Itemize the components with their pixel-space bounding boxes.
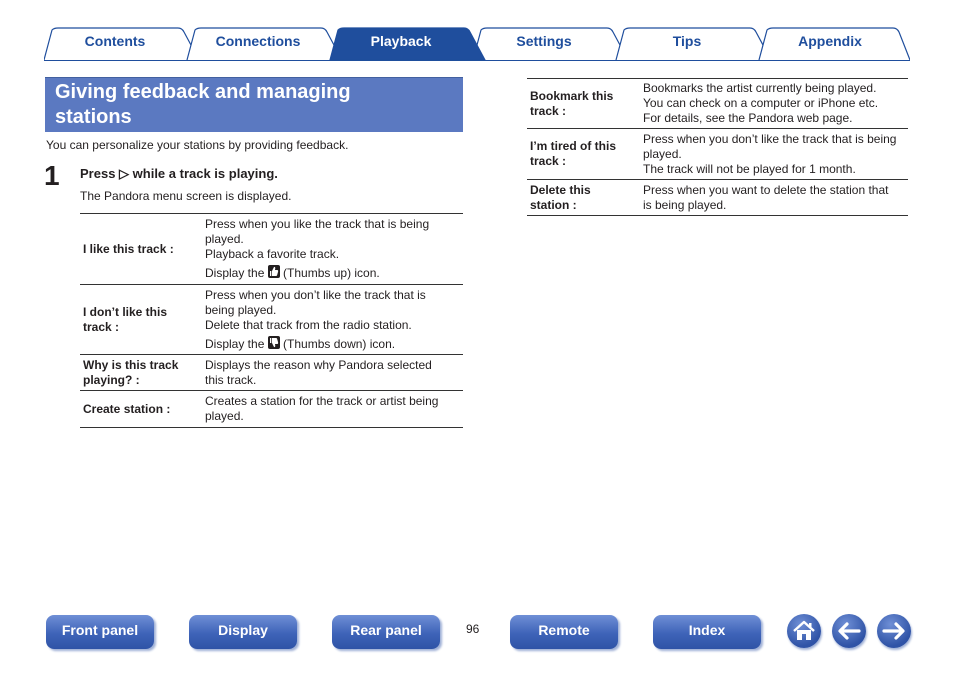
thumbs-up-icon: [268, 265, 280, 278]
row-value: [641, 129, 908, 180]
row-key: [527, 129, 641, 180]
value-line: Press when you don’t like the track that is: [205, 287, 426, 302]
key-text: station :: [530, 197, 577, 212]
remote-button[interactable]: Remote: [510, 615, 618, 649]
icon-text-after: (Thumbs up) icon.: [279, 266, 380, 280]
value-line: [205, 265, 463, 281]
value-line: is being played.: [643, 197, 727, 212]
key-text: track :: [530, 154, 567, 168]
row-key: [80, 355, 203, 391]
page-title: [45, 78, 463, 130]
rear-panel-button[interactable]: Rear panel: [332, 615, 440, 649]
table-row: [80, 285, 463, 355]
table-row: [80, 355, 463, 391]
top-tab-bar: [44, 27, 910, 61]
page-title-line1: Giving feedback and managing: [55, 81, 351, 103]
row-value: [641, 180, 908, 216]
step-text-after: while a track is playing.: [129, 166, 278, 181]
key-text: track :: [530, 103, 567, 118]
value-line: being played.: [205, 302, 277, 317]
key-text: I don’t like this: [83, 304, 168, 319]
index-button[interactable]: Index: [653, 615, 761, 649]
icon-text-before: Display the: [205, 336, 268, 351]
table-row: [527, 79, 908, 129]
value-line: played.: [643, 146, 682, 161]
row-key: [80, 285, 203, 355]
display-button[interactable]: Display: [189, 615, 297, 649]
home-icon: [787, 614, 821, 648]
key-text: playing? :: [83, 372, 140, 387]
tab-appendix[interactable]: Appendix: [798, 33, 862, 49]
value-line: Creates a station for the track or artist being: [205, 394, 439, 408]
key-text: Why is this track: [83, 357, 179, 372]
value-line: For details, see the Pandora web page.: [643, 111, 853, 125]
icon-text-after: (Thumbs down) icon.: [279, 336, 396, 351]
section-title-band: [45, 77, 463, 132]
tab-playback[interactable]: Playback: [370, 33, 432, 49]
table-row: [80, 214, 463, 285]
row-value: [641, 79, 908, 129]
previous-page-button[interactable]: [832, 614, 866, 648]
intro-text: You can personalize your stations by providing feedback.: [46, 138, 349, 152]
value-line: Press when you like the track that is being: [205, 217, 430, 231]
tab-contents[interactable]: Contents: [84, 33, 146, 49]
value-line: Displays the reason why Pandora selected: [205, 357, 432, 372]
tab-tips[interactable]: Tips: [672, 33, 702, 49]
value-line: played.: [205, 409, 244, 423]
feedback-command-table: [80, 213, 463, 428]
value-line: Delete that track from the radio station.: [205, 317, 412, 332]
key-text: I’m tired of this: [530, 139, 617, 153]
key-text: track :: [83, 319, 120, 334]
step-number: 1: [44, 160, 60, 191]
page-number: 96: [466, 622, 480, 636]
row-value: [203, 391, 463, 428]
row-key: [527, 79, 641, 129]
row-key: [80, 214, 203, 285]
arrow-right-icon: [877, 614, 911, 648]
arrow-left-icon: [832, 614, 866, 648]
key-text: I like this track :: [83, 241, 174, 256]
value-line: Press when you don’t like the track that is being: [643, 131, 897, 146]
tab-settings[interactable]: Settings: [516, 33, 572, 49]
value-line: Press when you want to delete the station that: [643, 182, 889, 197]
value-line: this track.: [205, 372, 257, 387]
table-row: [527, 180, 908, 216]
row-value: [203, 355, 463, 391]
row-value: [203, 285, 463, 355]
icon-text-before: Display the: [205, 266, 268, 280]
value-line: You can check on a computer or iPhone etc.: [643, 96, 879, 110]
station-command-table: [527, 78, 908, 216]
value-line: Bookmarks the artist currently being played.: [643, 81, 877, 95]
step-text-before: Press: [80, 166, 120, 181]
page-title-line2: stations: [55, 106, 132, 128]
key-text: Bookmark this: [530, 88, 614, 103]
value-line: The track will not be played for 1 month.: [643, 161, 856, 176]
table-row: [527, 129, 908, 180]
value-line: [205, 336, 463, 352]
row-key: [80, 391, 203, 428]
tab-connections[interactable]: Connections: [215, 33, 301, 49]
key-text: Delete this: [530, 182, 591, 197]
table-row: [80, 391, 463, 428]
key-text: Create station :: [83, 401, 171, 416]
next-page-button[interactable]: [877, 614, 911, 648]
front-panel-button[interactable]: Front panel: [46, 615, 154, 649]
step-instruction: [80, 166, 278, 182]
row-key: [527, 180, 641, 216]
step-subtext: The Pandora menu screen is displayed.: [80, 189, 292, 203]
home-button[interactable]: [787, 614, 821, 648]
play-symbol-icon: ▷: [119, 166, 130, 181]
value-line: Playback a favorite track.: [205, 247, 340, 261]
value-line: played.: [205, 232, 244, 246]
row-value: [203, 214, 463, 285]
thumbs-down-icon: [268, 336, 280, 349]
